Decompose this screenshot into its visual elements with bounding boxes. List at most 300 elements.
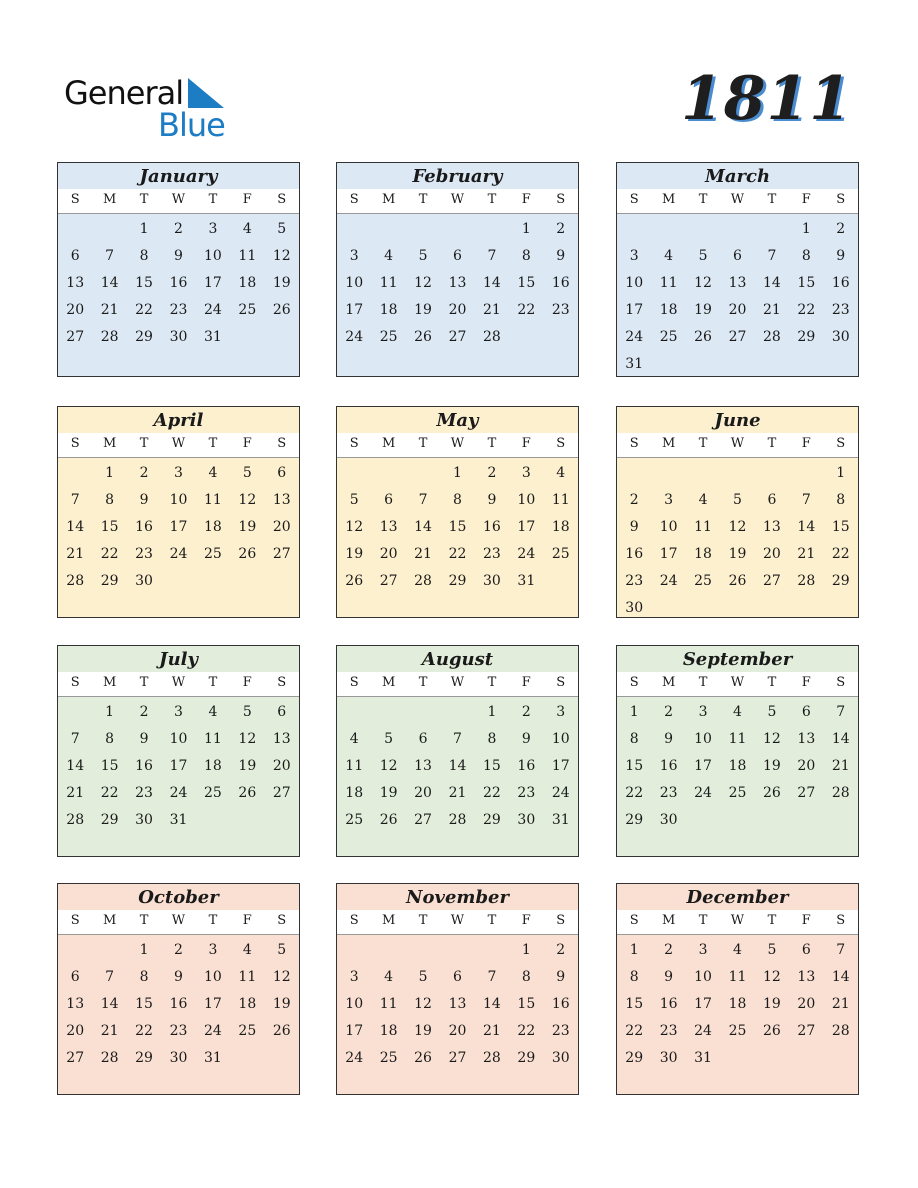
day-cell: 27 xyxy=(728,329,747,345)
day-cell xyxy=(789,1045,823,1072)
weekday-label: F xyxy=(521,436,531,451)
day-cell: 6 xyxy=(70,969,80,985)
day-cell: 30 xyxy=(169,1050,188,1066)
day-cell xyxy=(440,216,474,243)
day-cell: 10 xyxy=(169,731,188,747)
weekday-label: T xyxy=(767,436,777,451)
day-cell: 3 xyxy=(349,248,359,264)
day-cell: 17 xyxy=(694,996,712,1012)
day-cell: 14 xyxy=(100,275,119,291)
day-cell: 29 xyxy=(100,812,119,828)
day-cell: 18 xyxy=(203,758,222,774)
day-cell: 23 xyxy=(551,302,570,318)
day-cell: 4 xyxy=(384,248,394,264)
weekday-label: S xyxy=(629,675,639,690)
weekday-label: S xyxy=(70,436,80,451)
weekday-label: S xyxy=(277,913,287,928)
day-cell: 1 xyxy=(105,704,115,720)
week-row xyxy=(337,964,578,991)
week-row xyxy=(58,324,299,351)
day-cell: 17 xyxy=(625,302,644,318)
day-cell: 11 xyxy=(659,275,678,291)
week-row xyxy=(337,487,578,514)
week-row xyxy=(337,753,578,780)
weekday-label: S xyxy=(629,913,639,928)
day-cell: 5 xyxy=(277,221,287,237)
day-cell: 14 xyxy=(448,758,467,774)
day-cell: 21 xyxy=(66,546,85,562)
weekday-label: F xyxy=(801,436,811,451)
day-cell: 17 xyxy=(203,996,222,1012)
day-cell: 24 xyxy=(551,785,570,801)
day-cell xyxy=(755,216,789,243)
day-cell: 5 xyxy=(418,248,428,264)
day-cell xyxy=(720,216,754,243)
day-cell: 8 xyxy=(836,492,846,508)
week-row xyxy=(58,514,299,541)
month-card-december xyxy=(616,883,859,1095)
day-cell: 16 xyxy=(831,275,850,291)
day-cell: 23 xyxy=(169,302,188,318)
day-cell: 12 xyxy=(238,731,257,747)
week-row xyxy=(337,324,578,351)
day-cell xyxy=(371,460,405,487)
day-cell: 25 xyxy=(238,1023,257,1039)
weekday-label: T xyxy=(767,913,777,928)
day-cell: 20 xyxy=(272,519,291,535)
week-row xyxy=(617,514,858,541)
weekday-label: T xyxy=(208,192,218,207)
weekday-label: S xyxy=(836,436,846,451)
day-cell: 17 xyxy=(169,519,188,535)
day-cell xyxy=(371,937,405,964)
weekday-label: T xyxy=(418,192,428,207)
day-cell: 11 xyxy=(379,275,398,291)
day-cell: 24 xyxy=(345,1050,364,1066)
weekday-label: S xyxy=(349,913,359,928)
day-cell: 25 xyxy=(203,546,222,562)
day-cell: 6 xyxy=(418,731,428,747)
month-name: November xyxy=(406,887,509,908)
day-cell: 2 xyxy=(521,704,531,720)
day-cell: 18 xyxy=(728,996,747,1012)
weekday-header xyxy=(337,672,578,697)
weekday-label: W xyxy=(450,913,465,928)
day-cell xyxy=(651,351,685,378)
day-cell xyxy=(161,568,195,595)
day-cell: 30 xyxy=(831,329,850,345)
day-cell xyxy=(617,460,651,487)
week-row xyxy=(337,699,578,726)
weekday-label: W xyxy=(730,675,745,690)
day-cell xyxy=(58,937,92,964)
weekday-label: M xyxy=(381,192,396,207)
weekday-label: W xyxy=(450,192,465,207)
day-cell: 16 xyxy=(169,275,188,291)
day-cell: 30 xyxy=(659,812,678,828)
day-cell: 27 xyxy=(414,812,432,828)
week-row xyxy=(58,1045,299,1072)
weekday-label: M xyxy=(661,436,676,451)
day-cell: 27 xyxy=(272,785,291,801)
day-cell: 2 xyxy=(556,942,566,958)
day-cell xyxy=(686,351,720,378)
day-cell: 25 xyxy=(728,1023,747,1039)
day-cell: 10 xyxy=(345,996,364,1012)
day-cell: 25 xyxy=(551,546,570,562)
weekday-label: S xyxy=(277,192,287,207)
day-cell: 21 xyxy=(448,785,467,801)
day-cell: 3 xyxy=(174,704,183,720)
day-cell: 18 xyxy=(551,519,570,535)
month-name: June xyxy=(714,410,761,431)
day-cell xyxy=(265,568,299,595)
day-cell: 23 xyxy=(482,546,501,562)
day-cell: 24 xyxy=(694,785,712,801)
day-cell: 3 xyxy=(698,942,708,958)
day-cell: 14 xyxy=(100,996,119,1012)
day-cell: 26 xyxy=(379,812,398,828)
day-cell: 18 xyxy=(379,302,398,318)
day-cell: 31 xyxy=(203,329,222,345)
day-cell: 9 xyxy=(629,519,639,535)
day-cell: 3 xyxy=(556,704,566,720)
day-cell: 1 xyxy=(629,942,639,958)
day-cell: 8 xyxy=(629,969,639,985)
day-cell: 30 xyxy=(551,1050,570,1066)
week-row xyxy=(617,568,858,595)
day-cell: 19 xyxy=(379,785,398,801)
week-row xyxy=(617,964,858,991)
weekday-label: F xyxy=(521,192,531,207)
day-cell xyxy=(337,216,371,243)
day-cell xyxy=(720,595,754,622)
day-cell: 4 xyxy=(349,731,359,747)
day-cell: 28 xyxy=(100,329,119,345)
day-cell: 27 xyxy=(797,1023,816,1039)
day-cell: 9 xyxy=(836,248,846,264)
day-cell: 16 xyxy=(517,758,536,774)
week-row xyxy=(617,487,858,514)
day-cell: 29 xyxy=(135,1050,153,1066)
day-cell: 23 xyxy=(135,785,153,801)
day-cell: 8 xyxy=(105,731,115,747)
day-cell: 10 xyxy=(517,492,536,508)
day-cell: 6 xyxy=(277,704,287,720)
day-cell: 17 xyxy=(203,275,222,291)
day-cell: 7 xyxy=(836,942,846,958)
day-cell: 23 xyxy=(831,302,850,318)
day-cell: 12 xyxy=(414,275,432,291)
day-cell: 25 xyxy=(379,329,398,345)
day-cell: 20 xyxy=(797,996,816,1012)
day-cell: 2 xyxy=(629,492,639,508)
day-cell: 27 xyxy=(448,1050,467,1066)
day-cell xyxy=(92,937,126,964)
day-cell: 3 xyxy=(521,465,531,481)
day-cell: 28 xyxy=(797,573,816,589)
day-cell: 13 xyxy=(797,969,816,985)
day-cell: 16 xyxy=(135,758,153,774)
day-cell: 31 xyxy=(203,1050,222,1066)
weekday-label: S xyxy=(629,192,639,207)
day-cell: 12 xyxy=(345,519,364,535)
day-cell: 13 xyxy=(414,758,432,774)
day-cell xyxy=(58,699,92,726)
weekday-label: F xyxy=(521,913,531,928)
day-cell: 9 xyxy=(556,248,566,264)
month-days xyxy=(337,697,578,834)
day-cell: 24 xyxy=(169,546,188,562)
weekday-header xyxy=(58,433,299,458)
day-cell: 19 xyxy=(272,275,291,291)
day-cell: 24 xyxy=(517,546,536,562)
day-cell: 11 xyxy=(728,969,747,985)
day-cell: 25 xyxy=(659,329,678,345)
day-cell: 21 xyxy=(100,1023,119,1039)
weekday-header xyxy=(617,433,858,458)
day-cell: 22 xyxy=(797,302,816,318)
day-cell: 18 xyxy=(238,275,257,291)
day-cell: 8 xyxy=(139,248,149,264)
weekday-label: T xyxy=(698,192,708,207)
day-cell: 30 xyxy=(482,573,501,589)
day-cell: 20 xyxy=(66,302,85,318)
day-cell: 11 xyxy=(203,492,222,508)
week-row xyxy=(58,699,299,726)
day-cell: 22 xyxy=(831,546,850,562)
day-cell: 1 xyxy=(453,465,462,481)
day-cell: 5 xyxy=(733,492,742,508)
weekday-label: M xyxy=(381,675,396,690)
day-cell: 4 xyxy=(698,492,708,508)
day-cell: 30 xyxy=(517,812,536,828)
day-cell: 2 xyxy=(836,221,846,237)
day-cell: 11 xyxy=(551,492,570,508)
week-row xyxy=(337,270,578,297)
week-row xyxy=(617,991,858,1018)
day-cell: 26 xyxy=(345,573,364,589)
day-cell: 9 xyxy=(664,969,674,985)
weekday-header xyxy=(617,672,858,697)
day-cell: 22 xyxy=(482,785,501,801)
day-cell: 22 xyxy=(448,546,467,562)
day-cell xyxy=(230,1045,264,1072)
day-cell: 17 xyxy=(551,758,570,774)
weekday-label: F xyxy=(801,913,811,928)
weekday-label: T xyxy=(487,675,497,690)
weekday-label: F xyxy=(521,675,531,690)
day-cell xyxy=(686,807,720,834)
weekday-label: T xyxy=(767,192,777,207)
day-cell: 15 xyxy=(482,758,501,774)
weekday-label: T xyxy=(698,675,708,690)
month-name: May xyxy=(436,410,479,431)
week-row xyxy=(617,270,858,297)
day-cell: 28 xyxy=(414,573,432,589)
weekday-label: S xyxy=(349,192,359,207)
weekday-label: T xyxy=(487,192,497,207)
day-cell: 28 xyxy=(482,1050,501,1066)
month-name: April xyxy=(153,410,204,431)
day-cell: 21 xyxy=(831,996,850,1012)
day-cell: 6 xyxy=(801,704,811,720)
weekday-label: S xyxy=(277,436,287,451)
day-cell: 8 xyxy=(105,492,115,508)
weekday-label: T xyxy=(487,436,497,451)
month-days xyxy=(617,697,858,834)
weekday-label: F xyxy=(242,913,252,928)
day-cell: 22 xyxy=(517,1023,536,1039)
month-days xyxy=(617,458,858,622)
day-cell: 20 xyxy=(379,546,398,562)
day-cell: 15 xyxy=(135,996,153,1012)
day-cell: 18 xyxy=(694,546,712,562)
day-cell: 12 xyxy=(762,969,781,985)
day-cell: 5 xyxy=(242,465,252,481)
week-row xyxy=(617,216,858,243)
day-cell: 26 xyxy=(414,329,432,345)
day-cell: 6 xyxy=(733,248,742,264)
day-cell xyxy=(686,595,720,622)
weekday-label: S xyxy=(556,436,566,451)
day-cell xyxy=(755,460,789,487)
day-cell: 12 xyxy=(272,248,291,264)
day-cell: 3 xyxy=(698,704,708,720)
day-cell: 17 xyxy=(694,758,712,774)
day-cell: 20 xyxy=(728,302,747,318)
week-row xyxy=(337,937,578,964)
day-cell: 8 xyxy=(139,969,149,985)
weekday-label: T xyxy=(208,913,218,928)
month-days xyxy=(337,214,578,351)
day-cell: 27 xyxy=(448,329,467,345)
day-cell: 16 xyxy=(625,546,644,562)
day-cell xyxy=(651,460,685,487)
day-cell: 10 xyxy=(625,275,644,291)
day-cell: 9 xyxy=(174,248,183,264)
day-cell xyxy=(755,595,789,622)
day-cell: 9 xyxy=(487,492,497,508)
weekday-label: M xyxy=(381,913,396,928)
day-cell: 11 xyxy=(728,731,747,747)
day-cell: 30 xyxy=(169,329,188,345)
day-cell: 6 xyxy=(384,492,394,508)
day-cell: 29 xyxy=(135,329,153,345)
day-cell: 10 xyxy=(659,519,678,535)
day-cell xyxy=(824,807,858,834)
day-cell: 19 xyxy=(272,996,291,1012)
calendar-year: 1811 xyxy=(681,64,852,134)
weekday-label: M xyxy=(661,192,676,207)
day-cell: 10 xyxy=(694,731,712,747)
weekday-label: S xyxy=(836,675,846,690)
day-cell: 21 xyxy=(100,302,119,318)
day-cell xyxy=(406,460,440,487)
week-row xyxy=(58,807,299,834)
day-cell xyxy=(230,324,264,351)
weekday-label: W xyxy=(450,436,465,451)
day-cell: 29 xyxy=(448,573,467,589)
day-cell: 23 xyxy=(625,573,644,589)
week-row xyxy=(617,699,858,726)
week-row xyxy=(337,726,578,753)
day-cell: 27 xyxy=(66,1050,85,1066)
month-card-november xyxy=(336,883,579,1095)
day-cell: 11 xyxy=(379,996,398,1012)
day-cell: 28 xyxy=(66,812,85,828)
day-cell: 2 xyxy=(556,221,566,237)
logo-triangle-icon xyxy=(188,78,224,108)
weekday-header xyxy=(617,189,858,214)
day-cell xyxy=(824,595,858,622)
day-cell: 29 xyxy=(625,812,644,828)
day-cell: 12 xyxy=(379,758,398,774)
day-cell xyxy=(789,460,823,487)
day-cell: 17 xyxy=(345,302,364,318)
week-row xyxy=(337,991,578,1018)
day-cell: 1 xyxy=(105,465,115,481)
day-cell xyxy=(651,216,685,243)
day-cell: 25 xyxy=(203,785,222,801)
month-days xyxy=(617,935,858,1072)
weekday-label: M xyxy=(102,675,117,690)
day-cell: 26 xyxy=(414,1050,432,1066)
day-cell: 4 xyxy=(208,704,218,720)
day-cell: 19 xyxy=(694,302,712,318)
weekday-label: T xyxy=(139,192,149,207)
day-cell: 10 xyxy=(694,969,712,985)
weekday-label: T xyxy=(418,913,428,928)
day-cell: 10 xyxy=(203,248,222,264)
day-cell: 2 xyxy=(487,465,497,481)
day-cell: 28 xyxy=(831,1023,850,1039)
day-cell: 9 xyxy=(174,969,183,985)
day-cell xyxy=(755,807,789,834)
day-cell: 4 xyxy=(556,465,566,481)
day-cell: 24 xyxy=(345,329,364,345)
week-row xyxy=(337,1018,578,1045)
day-cell xyxy=(686,460,720,487)
day-cell: 3 xyxy=(629,248,639,264)
day-cell: 6 xyxy=(767,492,777,508)
day-cell: 14 xyxy=(414,519,432,535)
day-cell: 27 xyxy=(379,573,398,589)
day-cell: 13 xyxy=(272,492,291,508)
day-cell: 8 xyxy=(453,492,462,508)
day-cell: 19 xyxy=(728,546,747,562)
day-cell: 20 xyxy=(797,758,816,774)
day-cell: 17 xyxy=(517,519,536,535)
day-cell: 23 xyxy=(169,1023,188,1039)
day-cell xyxy=(406,216,440,243)
day-cell: 31 xyxy=(169,812,188,828)
day-cell: 18 xyxy=(728,758,747,774)
day-cell: 1 xyxy=(629,704,639,720)
day-cell: 14 xyxy=(831,969,850,985)
day-cell: 29 xyxy=(831,573,850,589)
day-cell: 28 xyxy=(100,1050,119,1066)
day-cell: 28 xyxy=(482,329,501,345)
day-cell: 2 xyxy=(174,942,183,958)
week-row xyxy=(617,780,858,807)
day-cell: 14 xyxy=(66,758,85,774)
day-cell: 4 xyxy=(242,942,252,958)
week-row xyxy=(617,460,858,487)
day-cell xyxy=(720,1045,754,1072)
logo-text-general: General xyxy=(64,74,184,112)
weekday-label: S xyxy=(277,675,287,690)
